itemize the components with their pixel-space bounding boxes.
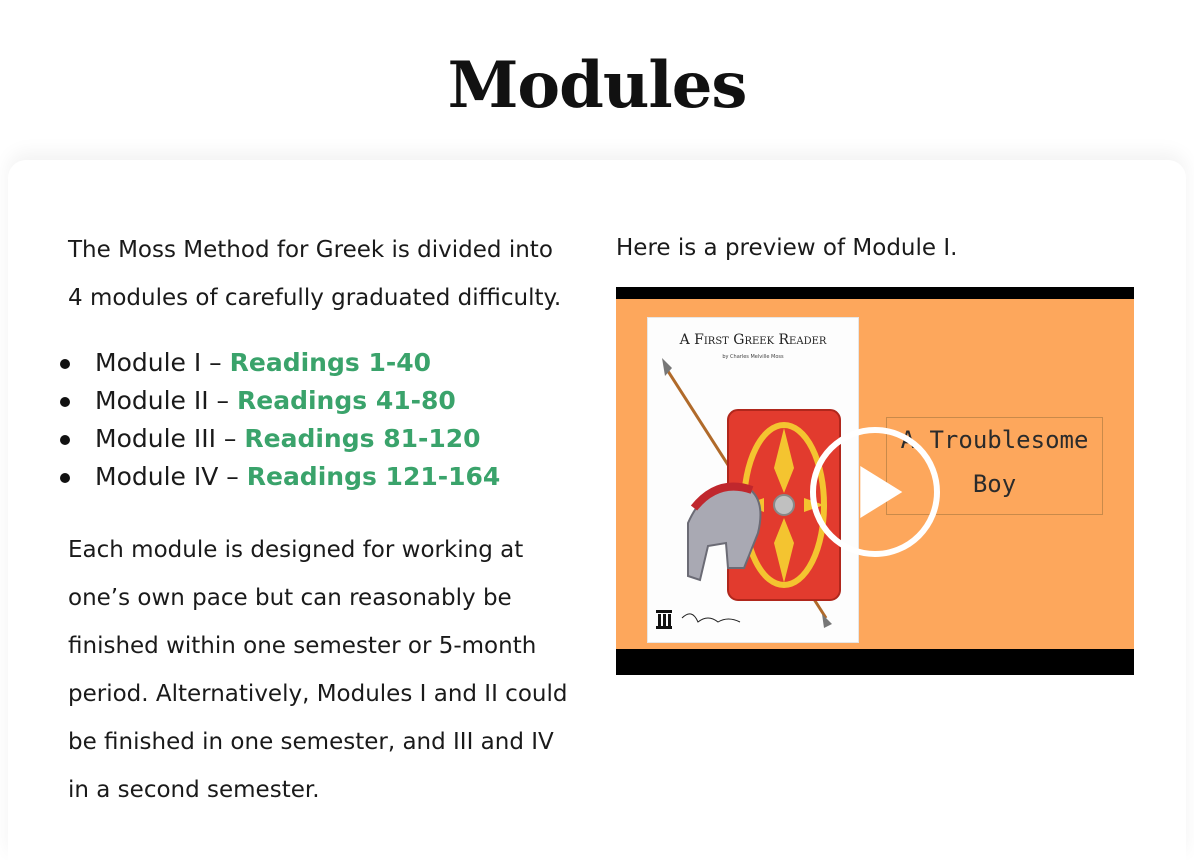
module-label: Module II – bbox=[95, 386, 237, 415]
page-title: Modules bbox=[447, 48, 747, 123]
pacing-paragraph bbox=[68, 526, 608, 814]
bullet-icon bbox=[60, 473, 70, 483]
modules-list bbox=[60, 344, 600, 496]
video-thumbnail[interactable] bbox=[616, 299, 1134, 649]
intro-paragraph bbox=[68, 226, 598, 322]
list-item bbox=[60, 458, 600, 496]
intro-line: 4 modules of carefully graduated difficulty. bbox=[68, 285, 562, 311]
module-label: Module I – bbox=[95, 348, 230, 377]
slide-title-line: Boy bbox=[972, 470, 1017, 498]
list-item bbox=[60, 420, 600, 458]
readings-link-module-2[interactable]: Readings 41-80 bbox=[237, 386, 456, 415]
play-button[interactable] bbox=[810, 427, 940, 557]
preview-caption: Here is a preview of Module I. bbox=[616, 235, 958, 261]
pacing-line: period. Alternatively, Modules I and II could bbox=[68, 681, 568, 707]
slide-title-line: A Troublesome bbox=[900, 426, 1089, 454]
list-item bbox=[60, 382, 600, 420]
pacing-line: be finished in one semester, and III and IV bbox=[68, 729, 554, 755]
list-item bbox=[60, 344, 600, 382]
pacing-line: one’s own pace but can reasonably be bbox=[68, 585, 512, 611]
bullet-icon bbox=[60, 359, 70, 369]
book-title: A First Greek Reader bbox=[679, 332, 827, 348]
video-player[interactable] bbox=[616, 287, 1134, 675]
intro-line: The Moss Method for Greek is divided into bbox=[68, 237, 553, 263]
module-label: Module III – bbox=[95, 424, 245, 453]
readings-link-module-4[interactable]: Readings 121-164 bbox=[246, 462, 501, 491]
pacing-line: Each module is designed for working at bbox=[68, 537, 524, 563]
play-icon bbox=[860, 466, 902, 518]
module-label: Module IV – bbox=[95, 462, 247, 491]
readings-link-module-1[interactable]: Readings 1-40 bbox=[229, 348, 432, 377]
bullet-icon bbox=[60, 435, 70, 445]
book-author: by Charles Melville Moss bbox=[722, 354, 784, 360]
pacing-line: in a second semester. bbox=[68, 777, 320, 803]
readings-link-module-3[interactable]: Readings 81-120 bbox=[244, 424, 481, 453]
pacing-line: finished within one semester or 5-month bbox=[68, 633, 537, 659]
bullet-icon bbox=[60, 397, 70, 407]
